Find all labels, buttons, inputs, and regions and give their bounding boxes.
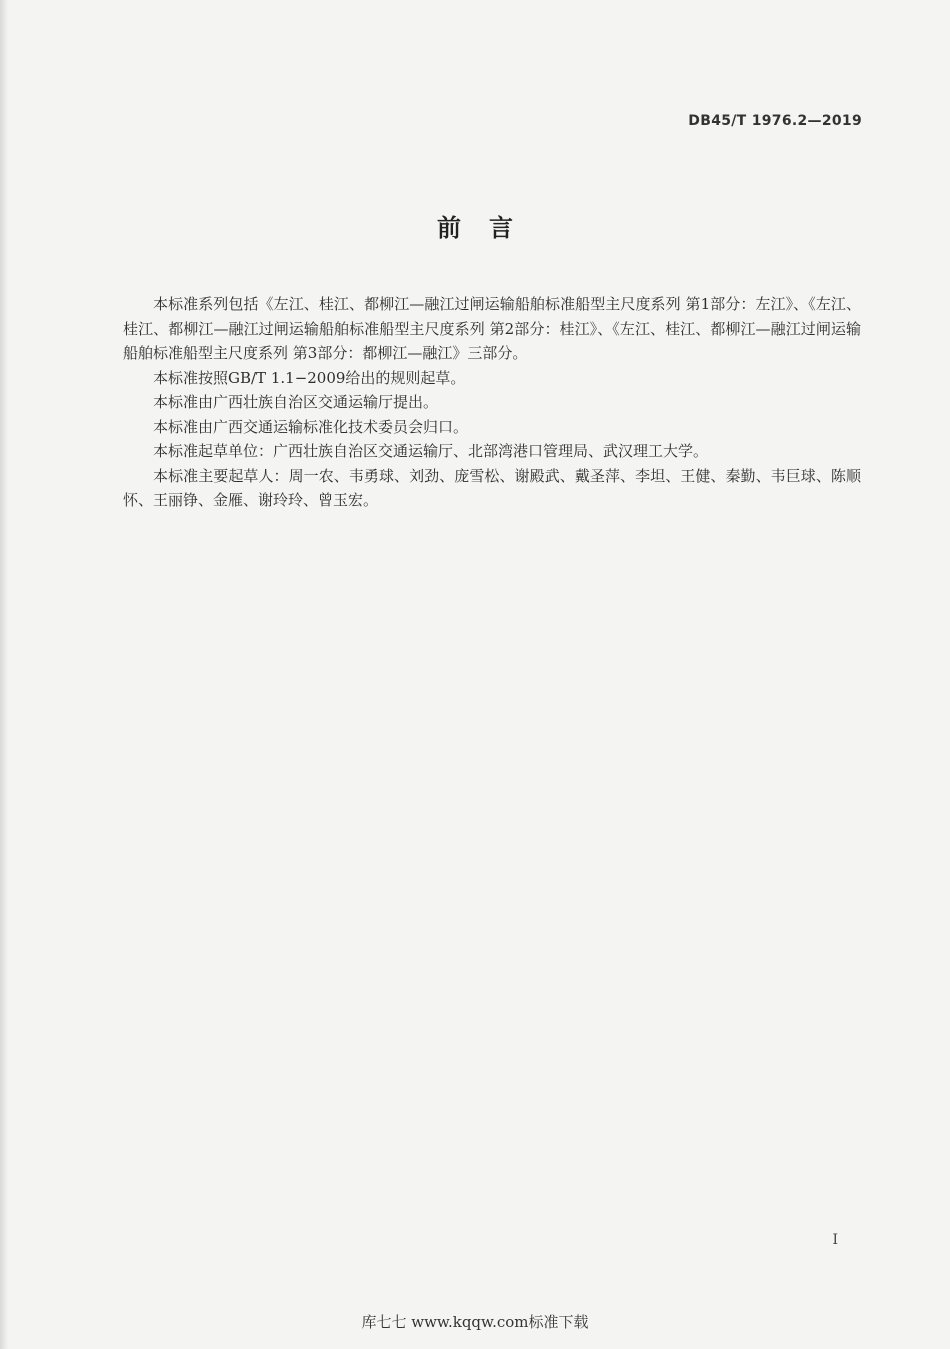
document-code: DB45/T 1976.2—2019: [688, 113, 862, 129]
paragraph-committee: 本标准由广西交通运输标准化技术委员会归口。: [153, 417, 469, 436]
page-number: I: [832, 1232, 838, 1248]
paragraph-series: 本标准系列包括《左江、桂江、都柳江—融江过闸运输船舶标准船型主尺度系列 第1部分：左江》、《左江、桂江、都柳江—融江过闸运输船舶标准船型主尺度系列 第2部分：桂江》、《左江、桂江、都柳江—融江过闸运输船舶标准船型主尺度系列 第3部分：都柳江—融江》三部分。: [123, 295, 861, 362]
paragraph-drafting-rules: 本标准按照GB/T 1.1−2009给出的规则起草。: [153, 368, 466, 387]
paragraph-drafting-units: 本标准起草单位：广西壮族自治区交通运输厅、北部湾港口管理局、武汉理工大学。: [153, 442, 709, 460]
foreword-body: [123, 292, 861, 513]
paragraph-drafters: 本标准主要起草人：周一农、韦勇球、刘劲、庞雪松、谢殿武、戴圣萍、李坦、王健、秦勤、韦巨球、陈顺怀、王丽铮、金雁、谢玲玲、曾玉宏。: [123, 466, 861, 509]
page-edge-shadow: [0, 0, 8, 1349]
paragraph-proposer: 本标准由广西壮族自治区交通运输厅提出。: [153, 393, 439, 411]
footer-watermark: 库七七 www.kqqw.com标准下载: [361, 1313, 589, 1331]
page-title: 前言: [437, 214, 541, 242]
